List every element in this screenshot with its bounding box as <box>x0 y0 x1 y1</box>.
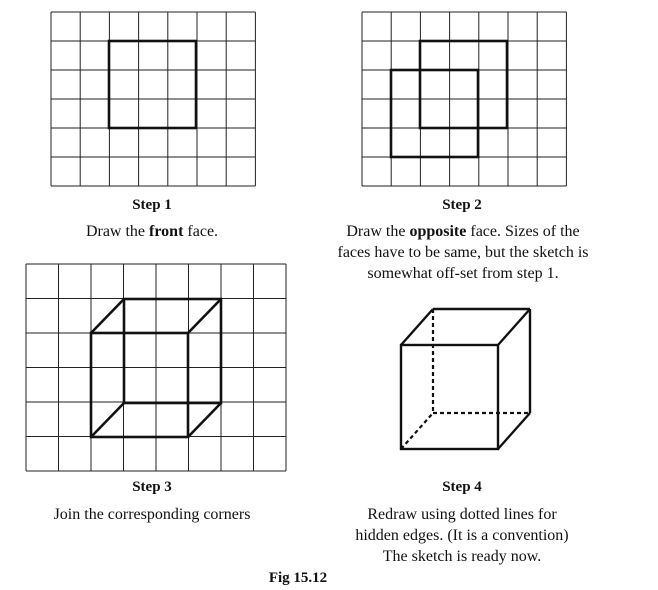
step3-title: Step 3 <box>132 479 172 495</box>
step4-desc-line1: Redraw using dotted lines for <box>367 506 557 523</box>
step1-front-face <box>109 41 196 128</box>
step1-desc-post: face. <box>183 223 219 240</box>
step3-grid <box>26 264 286 471</box>
step1-grid <box>51 12 255 186</box>
step4-title: Step 4 <box>442 479 482 495</box>
step2-description <box>330 221 596 284</box>
step2-desc-pre: Draw the <box>346 223 410 240</box>
step2-title: Step 2 <box>442 197 482 213</box>
step4-desc-line2: hidden edges. (It is a convention) <box>355 527 569 544</box>
step2-back-face <box>420 41 507 128</box>
step4-description <box>330 504 594 567</box>
step1-desc-pre: Draw the <box>85 223 150 240</box>
step1-desc-bold: front <box>149 223 184 240</box>
step2-desc-post: face. Sizes of the faces have to be same, but the sketch is somewhat off-set from step 1. <box>337 223 589 282</box>
step4-bottom-right-connector <box>498 413 530 449</box>
step3-description: Join the corresponding corners <box>53 506 251 523</box>
step4-desc-line3: The sketch is ready now. <box>382 548 542 565</box>
step1-title: Step 1 <box>132 197 172 213</box>
step4-top-right-connector <box>498 309 530 345</box>
step2-grid <box>362 12 566 186</box>
step2-desc-bold: opposite <box>409 223 467 240</box>
step1-description <box>40 221 264 242</box>
step2-front-face <box>391 70 478 157</box>
figure-label: Fig 15.12 <box>268 570 328 586</box>
step4-top-left-connector <box>401 309 433 345</box>
